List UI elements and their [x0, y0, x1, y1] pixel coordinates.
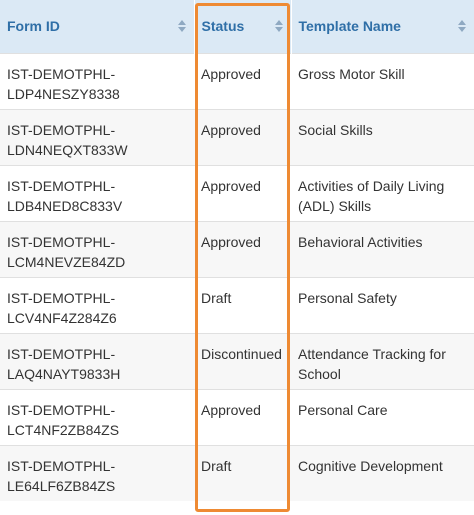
- column-header-status[interactable]: [194, 0, 291, 53]
- cell-template-name: Personal Care: [298, 401, 388, 418]
- cell-status: Approved: [201, 121, 261, 138]
- cell-status: Approved: [201, 233, 261, 250]
- cell-status: Discontinued: [201, 345, 282, 362]
- cell-status: Approved: [201, 65, 261, 82]
- column-header-label: Status: [201, 18, 245, 35]
- cell-template-name: Cognitive Development: [298, 457, 443, 474]
- cell-status: Draft: [201, 457, 232, 474]
- cell-status: Approved: [201, 401, 261, 418]
- table-row[interactable]: [0, 277, 474, 333]
- cell-form-id: IST-DEMOTPHL-LAQ4NAYT9833H: [7, 345, 121, 382]
- cell-template-name: Attendance Tracking for School: [298, 345, 446, 382]
- column-header-label: Form ID: [7, 18, 60, 35]
- cell-status: Approved: [201, 177, 261, 194]
- table-row[interactable]: [0, 53, 474, 109]
- cell-template-name: Gross Motor Skill: [298, 65, 405, 82]
- table-row[interactable]: [0, 389, 474, 445]
- table-row[interactable]: [0, 333, 474, 389]
- column-header-template-name[interactable]: [291, 0, 474, 53]
- column-header-label: Template Name: [298, 18, 401, 35]
- cell-template-name: Personal Safety: [298, 289, 397, 306]
- table-row[interactable]: [0, 221, 474, 277]
- cell-status: Draft: [201, 289, 232, 306]
- cell-template-name: Social Skills: [298, 121, 373, 138]
- cell-template-name: Activities of Daily Living (ADL) Skills: [298, 177, 445, 214]
- table-row[interactable]: [0, 165, 474, 221]
- table-row[interactable]: [0, 445, 474, 501]
- table-row[interactable]: [0, 109, 474, 165]
- table-header-row: [0, 0, 474, 53]
- cell-form-id: IST-DEMOTPHL-LDB4NED8C833V: [7, 177, 123, 214]
- cell-form-id: IST-DEMOTPHL-LE64LF6ZB84ZS: [7, 457, 116, 494]
- cell-form-id: IST-DEMOTPHL-LCM4NEVZE84ZD: [7, 233, 126, 270]
- cell-template-name: Behavioral Activities: [298, 233, 423, 250]
- cell-form-id: IST-DEMOTPHL-LDP4NESZY8338: [7, 65, 120, 102]
- cell-form-id: IST-DEMOTPHL-LCT4NF2ZB84ZS: [7, 401, 120, 438]
- cell-form-id: IST-DEMOTPHL-LCV4NF4Z284Z6: [7, 289, 117, 326]
- column-header-form-id[interactable]: [0, 0, 194, 53]
- sort-icon[interactable]: [178, 20, 186, 32]
- sort-icon[interactable]: [458, 20, 466, 32]
- cell-form-id: IST-DEMOTPHL-LDN4NEQXT833W: [7, 121, 128, 158]
- sort-icon[interactable]: [275, 20, 283, 32]
